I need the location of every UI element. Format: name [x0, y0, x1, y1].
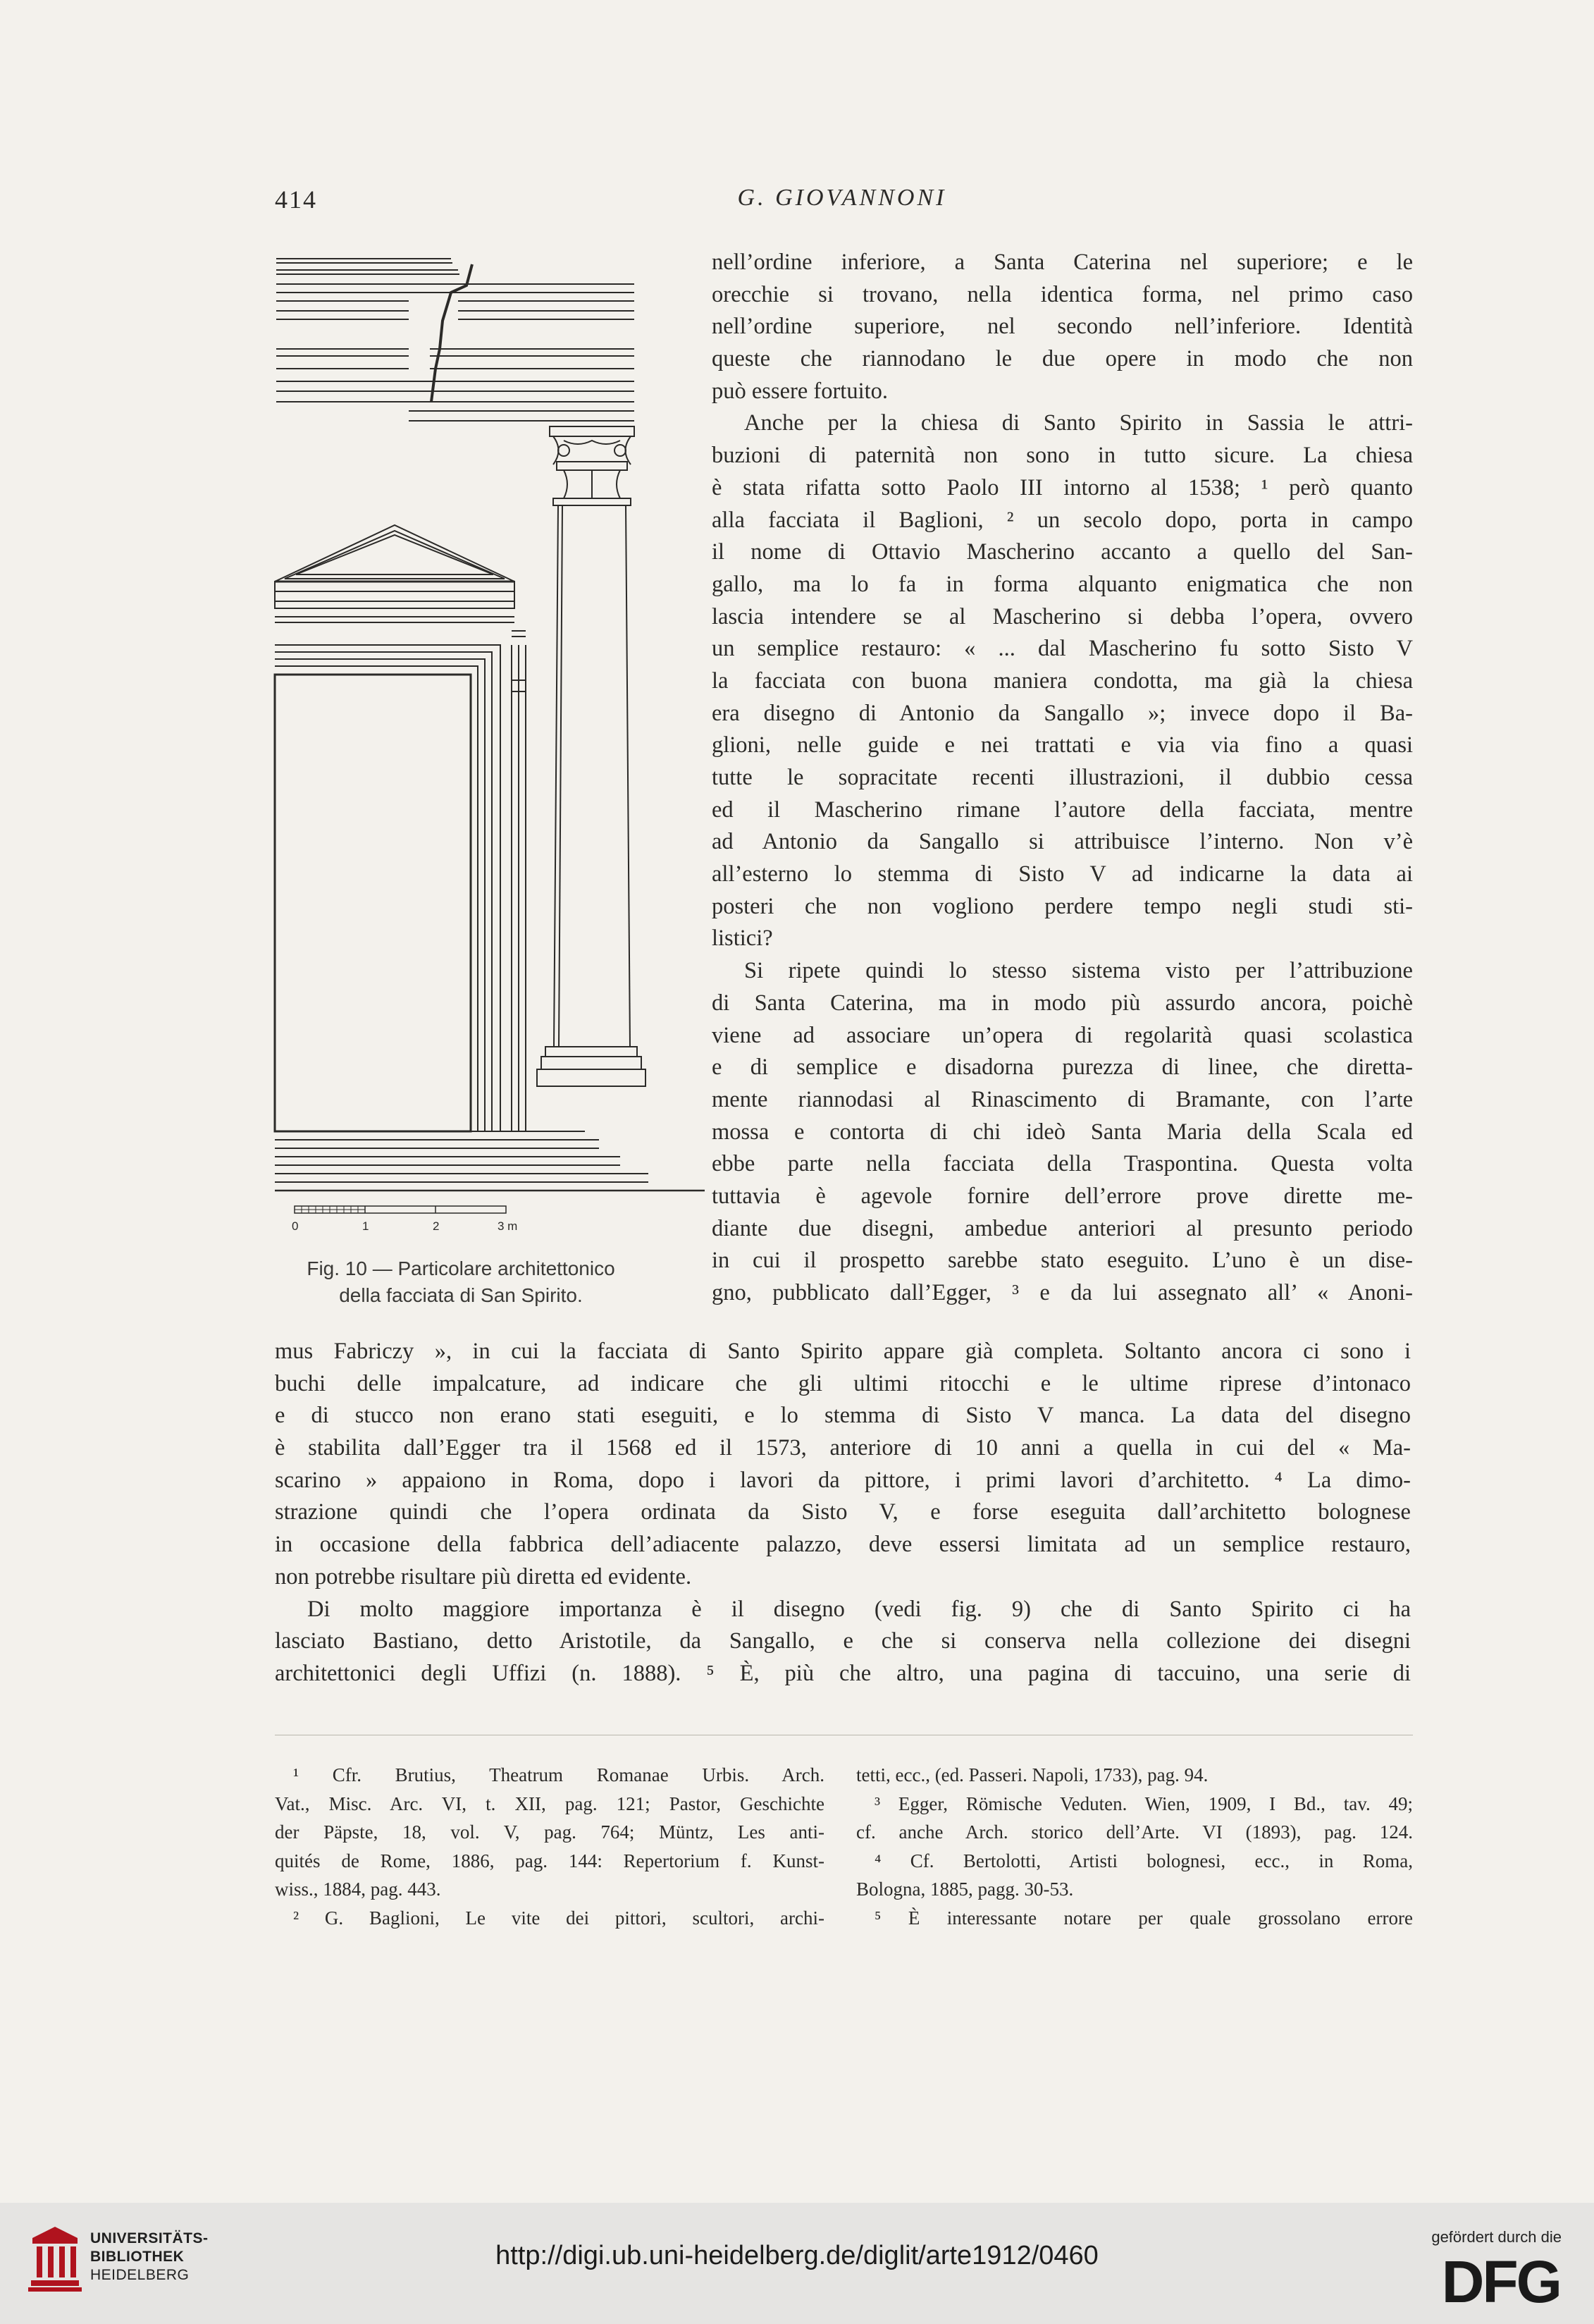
- text-line: Vat., Misc. Arc. VI, t. XII, pag. 121; Pastor, Geschichte: [275, 1793, 824, 1814]
- text-line: buchi delle impalcature, ad indicare che gli ultimi ritocchi e le ultime riprese d’intonaco: [275, 1370, 1411, 1396]
- text-line: diante due disegni, ambedue anteriori al presunto periodo: [712, 1215, 1413, 1241]
- running-title: G. GIOVANNONI: [737, 185, 947, 211]
- dfg-logo: DFG: [1441, 2249, 1560, 2315]
- text-line: può essere fortuito.: [712, 378, 889, 404]
- door-pediment: [275, 525, 514, 622]
- facade-elevation-drawing: [268, 250, 705, 1223]
- text-line: tuttavia è agevole fornire dell’errore prove dirette me-: [712, 1183, 1413, 1209]
- door-frame: [275, 631, 526, 1131]
- text-line: ³ Egger, Römische Veduten. Wien, 1909, I Bd., tav. 49;: [875, 1793, 1413, 1814]
- text-line: mente riannodasi al Rinascimento di Bramante, con l’arte: [712, 1086, 1413, 1112]
- text-line: viene ad associare un’opera di regolarità quasi scolastica: [712, 1022, 1413, 1048]
- body-text-full-width: [275, 1336, 1411, 1690]
- text-line: mus Fabriczy », in cui la facciata di Santo Spirito appare già completa. Soltanto ancora ci sono i: [275, 1339, 1411, 1364]
- text-line: mossa e contorta di chi ideò Santa Maria della Scala ed: [712, 1119, 1413, 1145]
- text-line: scarino » appaiono in Roma, dopo i lavori da pittore, i primi lavori d’architetto. ⁴ La dimo-: [275, 1467, 1411, 1493]
- text-line: in occasione della fabbrica dell’adiacente palazzo, deve essersi limitata ad un semplice restauro,: [275, 1532, 1411, 1558]
- digitization-footer-bar: [0, 2203, 1594, 2324]
- scale-labels: [268, 1219, 521, 1241]
- text-line: listici?: [712, 926, 773, 952]
- footnotes-left-column: [275, 1761, 824, 1932]
- figure-caption: [271, 1255, 651, 1309]
- scale-label: 0: [292, 1219, 299, 1233]
- text-line: queste che riannodano le due opere in modo che non: [712, 346, 1413, 372]
- column-shaft: [537, 505, 645, 1086]
- text-line: ⁴ Cf. Bertolotti, Artisti bolognesi, ecc., in Roma,: [875, 1850, 1413, 1871]
- architectural-figure: [268, 250, 705, 1244]
- text-line: buzioni di paternità non sono in tutto sicure. La chiesa: [712, 443, 1413, 469]
- text-line: ebbe parte nella facciata della Traspontina. Questa volta: [712, 1151, 1413, 1177]
- text-line: di Santa Caterina, ma in modo più assurdo ancora, poichè: [712, 990, 1413, 1016]
- text-line: lascia intendere se al Mascherino si debba l’opera, ovvero: [712, 603, 1413, 629]
- text-line: tutte le sopracitate recenti illustrazioni, il dubbio cessa: [712, 765, 1413, 790]
- text-line: è stata rifatta sotto Paolo III intorno al 1538; ¹ però quanto: [712, 474, 1413, 500]
- text-line: gno, pubblicato dall’Egger, ³ e da lui assegnato all’ « Anoni-: [712, 1280, 1413, 1305]
- permalink-url[interactable]: http://digi.ub.uni-heidelberg.de/diglit/arte1912/0460: [495, 2241, 1099, 2270]
- scale-bar: [295, 1206, 506, 1213]
- scale-label: 1: [362, 1219, 369, 1233]
- text-line: all’esterno lo stemma di Sisto V ad indicarne la data ai: [712, 861, 1413, 887]
- footnotes-right-column: [856, 1761, 1413, 1932]
- text-line: alla facciata il Baglioni, ² un secolo dopo, porta in campo: [712, 507, 1413, 533]
- scale-label: 3 m: [498, 1219, 518, 1233]
- caption-line: Fig. 10 — Particolare architettonico: [307, 1258, 615, 1279]
- body-text-right-column: [712, 247, 1413, 1310]
- text-line: il nome di Ottavio Mascherino accanto a quello del San-: [712, 539, 1413, 565]
- text-line: quités de Rome, 1886, pag. 144: Repertorium f. Kunst-: [275, 1850, 824, 1871]
- text-line: ed il Mascherino rimane l’autore della facciata, mentre: [712, 797, 1413, 823]
- scale-label: 2: [433, 1219, 440, 1233]
- text-line: wiss., 1884, pag. 443.: [275, 1879, 441, 1900]
- text-line: architettonici degli Uffizi (n. 1888). ⁵ È, più che altro, una pagina di taccuino, una serie di: [275, 1660, 1411, 1686]
- text-line: è stabilita dall’Egger tra il 1568 ed il 1573, anteriore di 10 anni a quella in cui del « Ma-: [275, 1435, 1411, 1461]
- text-line: tetti, ecc., (ed. Passeri. Napoli, 1733), pag. 94.: [856, 1764, 1209, 1785]
- caption-line: della facciata di San Spirito.: [339, 1284, 583, 1306]
- text-line: ¹ Cfr. Brutius, Theatrum Romanae Urbis. Arch.: [293, 1764, 824, 1785]
- page-number: 414: [275, 185, 317, 214]
- text-line: nell’ordine superiore, nel secondo nell’inferiore. Identità: [712, 314, 1413, 340]
- text-line: posteri che non vogliono perdere tempo negli studi sti-: [712, 893, 1413, 919]
- page-header: [275, 185, 1409, 213]
- text-line: e di stucco non erano stati eseguiti, e lo stemma di Sisto V manca. La data del disegno: [275, 1403, 1411, 1429]
- text-line: ² G. Baglioni, Le vite dei pittori, scultori, archi-: [293, 1907, 824, 1929]
- column-capital: [550, 426, 634, 505]
- text-line: e di semplice e disadorna purezza di linee, che diretta-: [712, 1055, 1413, 1081]
- text-line: ad Antonio da Sangallo si attribuisce l’interno. Non v’è: [712, 829, 1413, 855]
- library-name-line: HEIDELBERG: [90, 2267, 190, 2283]
- text-line: non potrebbe risultare più diretta ed evidente.: [275, 1563, 692, 1590]
- text-line: in cui il prospetto sarebbe stato eseguito. L’uno è un dise-: [712, 1248, 1413, 1274]
- text-line: orecchie si trovano, nella identica forma, nel primo caso: [712, 281, 1413, 307]
- text-line: Bologna, 1885, pagg. 30-53.: [856, 1879, 1074, 1900]
- text-line: glioni, nelle guide e nei trattati e via via fino a quasi: [712, 732, 1413, 758]
- text-line: Anche per la chiesa di Santo Spirito in Sassia le attri-: [744, 410, 1413, 436]
- text-line: Si ripete quindi lo stesso sistema visto per l’attribuzione: [744, 958, 1413, 984]
- text-line: strazione quindi che l’opera ordinata da Sisto V, e forse eseguita dall’architetto bolognese: [275, 1499, 1411, 1525]
- text-line: ⁵ È interessante notare per quale grossolano errore: [875, 1907, 1413, 1929]
- text-line: la facciata con buona maniera condotta, ma già la chiesa: [712, 668, 1413, 694]
- text-line: lasciato Bastiano, detto Aristotile, da Sangallo, e che si conserva nella collezione dei disegni: [275, 1628, 1411, 1654]
- text-line: era disegno di Antonio da Sangallo »; invece dopo il Ba-: [712, 700, 1413, 726]
- entrance-steps: [275, 1131, 705, 1191]
- text-line: un semplice restauro: « ... dal Mascherino fu sotto Sisto V: [712, 636, 1413, 662]
- sponsor-label: gefördert durch die: [1431, 2228, 1562, 2246]
- library-name-line: BIBLIOTHEK: [90, 2249, 185, 2265]
- text-line: gallo, ma lo fa in forma alquanto enigmatica che non: [712, 571, 1413, 597]
- text-line: nell’ordine inferiore, a Santa Caterina nel superiore; e le: [712, 250, 1413, 275]
- text-line: cf. anche Arch. storico dell’Arte. VI (1893), pag. 124.: [856, 1821, 1413, 1843]
- text-line: der Päpste, 18, vol. V, pag. 764; Müntz, Les anti-: [275, 1821, 824, 1843]
- entablature: [276, 259, 634, 421]
- library-name-line: UNIVERSITÄTS-: [90, 2230, 209, 2246]
- text-line: Di molto maggiore importanza è il disegno (vedi fig. 9) che di Santo Spirito ci ha: [307, 1596, 1411, 1622]
